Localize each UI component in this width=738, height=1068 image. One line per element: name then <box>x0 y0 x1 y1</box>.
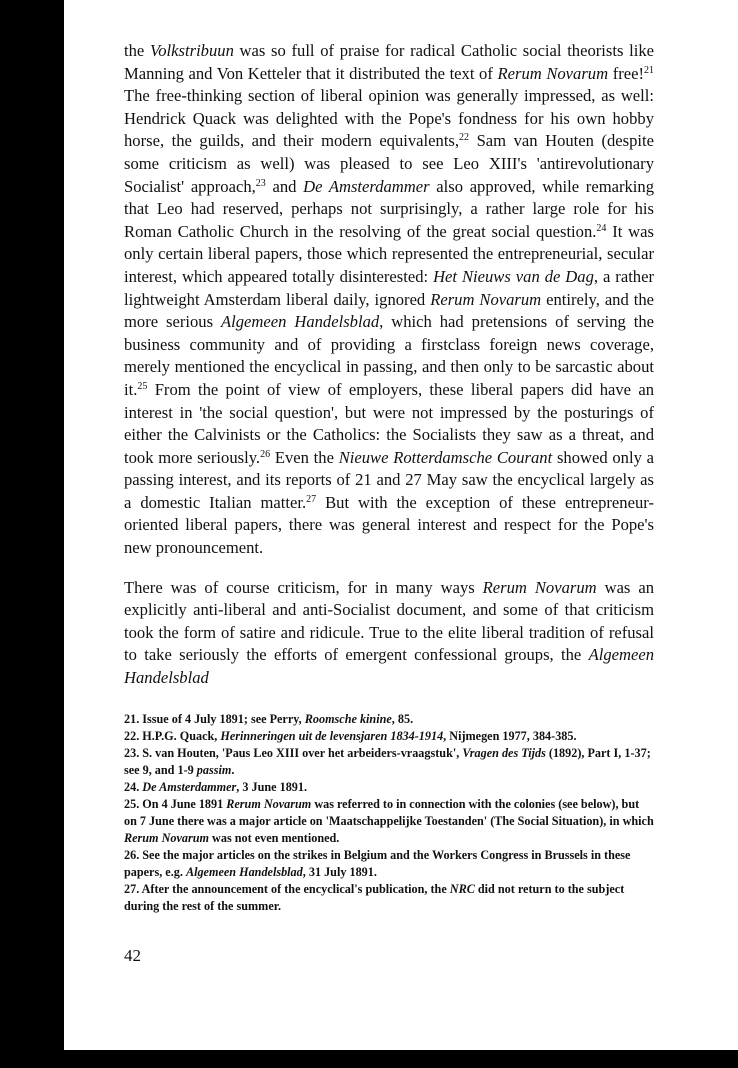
italic-title: Nieuwe Rotterdamsche Courant <box>338 447 553 467</box>
body-paragraph: There was of course criticism, for in many ways Rerum Novarum was an explicitly anti-liberal and anti-Socialist document, and some of that criticism took the form of satire and ridicule. True to the elite liberal tradition of refusal to take seriously the efforts of emergent confessional groups, the Algemeen Handelsblad <box>124 577 655 688</box>
italic-title: Rerum Novarum <box>497 63 609 83</box>
italic-title: Herinneringen uit de levensjaren 1834-1914 <box>220 729 444 743</box>
footnote-ref: 21 <box>644 64 654 76</box>
body-paragraph: the Volkstribuun was so full of praise for radical Catholic social theorists like Manning and Von Ketteler that it distributed the text of Rerum Novarum free!$^{21}$ The free-thinking section of liberal opinion was generally impressed, as well: Hendrick Quack was delighted with the Pope's fondness for his own hobby horse, the guilds, and their modern equivalents,$^{22}$ Sam van Houten (despite some criticism as well) was pleased to see Leo XIII's 'antirevolutionary Socialist' approach,$^{23}$ and De Amsterdammer also approved, while remarking that Leo had reserved, perhaps not surprisingly, a rather large role for his Roman Catholic Church in the resolving of the great social question.$^{24}$ It was only certain liberal papers, those which represented the entrepreneurial, secular interest, which appeared totally disinterested: Het Nieuws van de Dag, a rather lightweight Amsterdam liberal daily, ignored Rerum Novarum entirely, and the more serious Algemeen Handelsblad, which had pretensions of serving the business community and of providing a firstclass foreign news coverage, merely mentioned the encyclical in passing, and then only to be sarcastic about it.$^{25}$ From the point of view of employers, these liberal papers did have an interest in 'the social question', but were not impressed by the posturings of either the Calvinists or the Catholics: the Socialists they saw as a threat, and took more seriously.$^{26}$ Even the Nieuwe Rotterdamsche Courant showed only a passing interest, and its reports of 21 and 27 May saw the encyclical largely as a domestic Italian matter.$^{27}$ But with the exception of these entrepreneur-oriented liberal papers, there was general interest and respect for the Pope's new pronouncement. <box>124 41 655 558</box>
italic-title: Algemeen Handelsblad <box>124 645 654 688</box>
footnote-ref: 22 <box>459 132 470 144</box>
footnote-ref: 23 <box>255 177 266 189</box>
italic-title: Algemeen Handelsblad <box>185 865 303 879</box>
italic-title: Rerum Novarum <box>226 797 312 811</box>
footnote-26: 26. See the major articles on the strikes in Belgium and the Workers Congress in Brussels in these papers, e.g. Algemeen Handelsblad, 31 July 1891. <box>124 848 631 879</box>
footnote-ref: 27 <box>306 493 317 505</box>
italic-title: De Amsterdammer <box>303 176 430 196</box>
footnote-27: 27. After the announcement of the encyclical's publication, the NRC did not return to the subject during the rest of the summer. <box>124 882 625 913</box>
footnote-25: 25. On 4 June 1891 Rerum Novarum was referred to in connection with the colonies (see below), but on 7 June there was a major article on 'Maatschappelijke Toestanden' (The Social Situation), in which Rerum Novarum was not even mentioned. <box>124 797 654 845</box>
page-number: 42 <box>124 946 141 965</box>
footnote-ref: 26 <box>260 448 271 460</box>
italic-title: Het Nieuws van de Dag <box>433 266 594 286</box>
footnote-ref: 25 <box>137 380 148 392</box>
italic-title: Rerum Novarum <box>124 831 209 845</box>
footnote-21: 21. Issue of 4 July 1891; see Perry, Roomsche kinine, 85. <box>124 712 414 726</box>
footnote-23: 23. S. van Houten, 'Paus Leo XIII over het arbeiders-vraagstuk', Vragen des Tijds (1892), Part I, 1-37; see 9, and 1-9 passim. <box>124 746 651 777</box>
italic-title: Rerum Novarum <box>482 577 597 597</box>
italic-title: passim <box>196 763 232 777</box>
italic-title: Algemeen Handelsblad <box>221 312 380 332</box>
scan-border-left <box>0 0 64 1068</box>
body-text <box>124 40 654 690</box>
footnote-22: 22. H.P.G. Quack, Herinneringen uit de levensjaren 1834-1914, Nijmegen 1977, 384-385. <box>124 729 577 743</box>
footnote-ref: 24 <box>596 222 607 234</box>
italic-title: Volkstribuun <box>149 41 234 60</box>
footnotes <box>124 711 654 915</box>
footnote-24: 24. De Amsterdammer, 3 June 1891. <box>124 780 308 794</box>
italic-title: Rerum Novarum <box>430 289 542 309</box>
italic-title: Roomsche kinine <box>304 712 392 726</box>
italic-title: NRC <box>449 882 475 896</box>
italic-title: Vragen des Tijds <box>462 746 546 760</box>
scan-border-bottom <box>0 1050 738 1068</box>
italic-title: De Amsterdammer <box>142 780 237 794</box>
